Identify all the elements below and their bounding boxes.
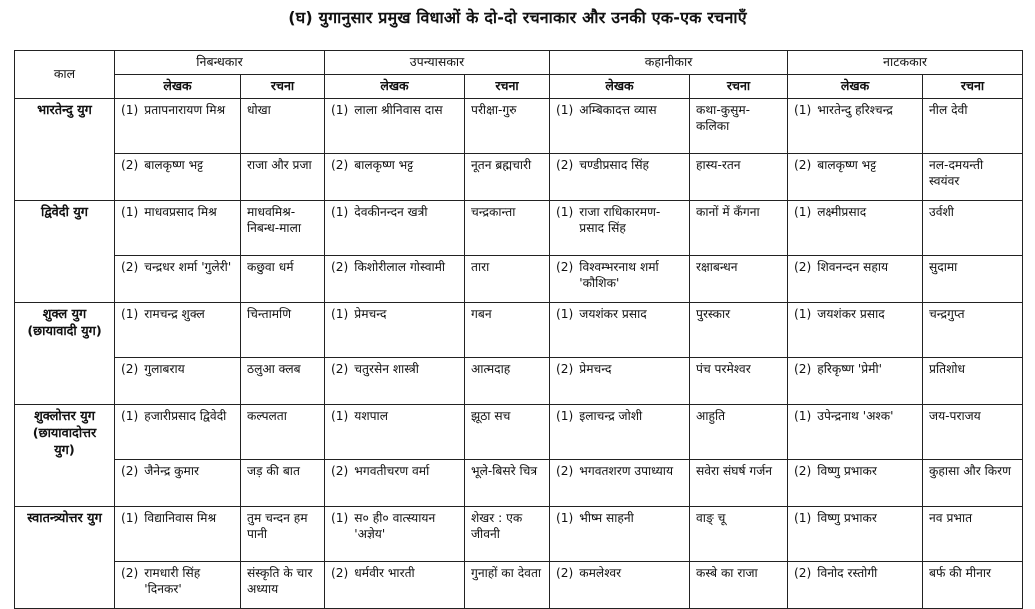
author-name: गुलाबराय: [144, 361, 185, 376]
author-entry: [331, 157, 458, 173]
work-cell: माधवमिश्र-निबन्ध-माला: [241, 200, 325, 255]
author-name: विश्वम्भरनाथ शर्मा 'कौशिक': [579, 259, 659, 291]
work-cell: चन्द्रगुप्त: [923, 302, 1023, 357]
work-cell: भूले-बिसरे चित्र: [465, 459, 550, 506]
entry-number: (1): [331, 204, 349, 219]
author-cell: [325, 561, 465, 608]
era-cell: शुक्ल युग (छायावादी युग): [15, 302, 115, 404]
entry-number: (2): [331, 259, 349, 274]
author-name: चण्डीप्रसाद सिंह: [579, 157, 650, 172]
author-cell: [788, 255, 923, 302]
author-entry: [556, 408, 683, 424]
header-work: रचना: [690, 74, 788, 98]
work-cell: कल्पलता: [241, 404, 325, 459]
entry-number: (1): [794, 204, 812, 219]
entry-number: (1): [556, 204, 574, 219]
work-cell: सुदामा: [923, 255, 1023, 302]
entry-number: (1): [121, 102, 139, 117]
header-novelists: उपन्यासकार: [325, 51, 550, 75]
author-entry: [794, 361, 916, 377]
entry-number: (1): [556, 408, 574, 423]
author-name: किशोरीलाल गोस्वामी: [354, 259, 446, 274]
work-cell: आहुति: [690, 404, 788, 459]
author-entry: [794, 306, 916, 322]
author-name: भगवतशरण उपाध्याय: [579, 463, 674, 478]
work-cell: प्रतिशोध: [923, 357, 1023, 404]
author-cell: [115, 255, 241, 302]
author-entry: [794, 510, 916, 526]
work-cell: तुम चन्दन हम पानी: [241, 506, 325, 561]
entry-number: (1): [331, 102, 349, 117]
header-author: लेखक: [550, 74, 690, 98]
author-cell: [788, 459, 923, 506]
author-entry: [556, 102, 683, 118]
author-entry: [121, 510, 234, 526]
work-cell: पुरस्कार: [690, 302, 788, 357]
header-work: रचना: [923, 74, 1023, 98]
table-row: [15, 98, 1023, 153]
work-cell: तारा: [465, 255, 550, 302]
author-cell: [550, 153, 690, 200]
author-cell: [550, 302, 690, 357]
work-cell: नल-दमयन्ती स्वयंवर: [923, 153, 1023, 200]
table-row: [15, 255, 1023, 302]
author-cell: [550, 200, 690, 255]
author-cell: [550, 459, 690, 506]
header-row-groups: [15, 51, 1023, 75]
author-entry: [121, 157, 234, 173]
author-entry: [331, 306, 458, 322]
header-author: लेखक: [325, 74, 465, 98]
author-name: रामधारी सिंह 'दिनकर': [144, 565, 201, 597]
author-entry: [121, 463, 234, 479]
author-name: जैनेन्द्र कुमार: [144, 463, 199, 478]
author-cell: [788, 561, 923, 608]
header-row-sub: [15, 74, 1023, 98]
entry-number: (2): [794, 361, 812, 376]
author-cell: [550, 98, 690, 153]
work-cell: कानों में कँगना: [690, 200, 788, 255]
author-name: भारतेन्दु हरिश्चन्द्र: [817, 102, 893, 117]
author-entry: [121, 306, 234, 322]
author-cell: [788, 200, 923, 255]
author-cell: [550, 357, 690, 404]
author-name: राजा राधिकारमण-प्रसाद सिंह: [579, 204, 661, 236]
author-cell: [788, 302, 923, 357]
era-cell: द्विवेदी युग: [15, 200, 115, 302]
work-cell: राजा और प्रजा: [241, 153, 325, 200]
work-cell: कछुवा धर्म: [241, 255, 325, 302]
work-cell: संस्कृति के चार अध्याय: [241, 561, 325, 608]
author-cell: [788, 404, 923, 459]
author-name: प्रेमचन्द: [354, 306, 387, 321]
era-cell: शुक्लोत्तर युग (छायावादोत्तर युग): [15, 404, 115, 506]
work-cell: आत्मदाह: [465, 357, 550, 404]
author-entry: [794, 463, 916, 479]
entry-number: (1): [556, 306, 574, 321]
author-cell: [325, 200, 465, 255]
header-author: लेखक: [115, 74, 241, 98]
author-cell: [115, 200, 241, 255]
header-essayists: निबन्धकार: [115, 51, 325, 75]
author-name: चन्द्रधर शर्मा 'गुलेरी': [144, 259, 232, 274]
author-cell: [115, 561, 241, 608]
author-cell: [550, 255, 690, 302]
author-cell: [325, 153, 465, 200]
author-entry: [121, 204, 234, 220]
entry-number: (2): [121, 259, 139, 274]
entry-number: (2): [331, 361, 349, 376]
header-author: लेखक: [788, 74, 923, 98]
author-entry: [121, 102, 234, 118]
work-cell: परीक्षा-गुरु: [465, 98, 550, 153]
author-cell: [325, 98, 465, 153]
author-name: जयशंकर प्रसाद: [579, 306, 647, 321]
author-entry: [556, 463, 683, 479]
author-entry: [794, 102, 916, 118]
work-cell: झूठा सच: [465, 404, 550, 459]
work-cell: जड़ की बात: [241, 459, 325, 506]
entry-number: (2): [331, 463, 349, 478]
author-entry: [556, 565, 683, 581]
author-name: बालकृष्ण भट्ट: [817, 157, 877, 172]
author-cell: [788, 98, 923, 153]
author-entry: [331, 102, 458, 118]
work-cell: चन्द्रकान्ता: [465, 200, 550, 255]
entry-number: (2): [121, 157, 139, 172]
entry-number: (1): [794, 408, 812, 423]
entry-number: (1): [331, 510, 349, 525]
entry-number: (1): [121, 204, 139, 219]
table-row: [15, 404, 1023, 459]
author-cell: [115, 506, 241, 561]
work-cell: जय-पराजय: [923, 404, 1023, 459]
author-entry: [556, 259, 683, 292]
author-name: विनोद रस्तोगी: [817, 565, 878, 580]
table-row: [15, 506, 1023, 561]
author-entry: [331, 565, 458, 581]
work-cell: नूतन ब्रह्मचारी: [465, 153, 550, 200]
entry-number: (2): [794, 463, 812, 478]
entry-number: (2): [794, 259, 812, 274]
work-cell: धोखा: [241, 98, 325, 153]
work-cell: हास्य-रतन: [690, 153, 788, 200]
entry-number: (1): [121, 510, 139, 525]
work-cell: सवेरा संघर्ष गर्जन: [690, 459, 788, 506]
entry-number: (1): [331, 408, 349, 423]
entry-number: (2): [556, 463, 574, 478]
author-entry: [331, 361, 458, 377]
author-name: अम्बिकादत्त व्यास: [579, 102, 657, 117]
author-entry: [794, 408, 916, 424]
author-cell: [115, 357, 241, 404]
author-name: यशपाल: [354, 408, 388, 423]
author-entry: [794, 204, 916, 220]
work-cell: पंच परमेश्वर: [690, 357, 788, 404]
entry-number: (1): [794, 306, 812, 321]
table-row: [15, 459, 1023, 506]
entry-number: (2): [121, 361, 139, 376]
work-cell: बर्फ की मीनार: [923, 561, 1023, 608]
era-cell: भारतेन्दु युग: [15, 98, 115, 200]
author-entry: [121, 565, 234, 598]
header-playwrights: नाटककार: [788, 51, 1023, 75]
entry-number: (1): [556, 510, 574, 525]
author-name: विष्णु प्रभाकर: [817, 463, 877, 478]
work-cell: गबन: [465, 302, 550, 357]
author-cell: [325, 357, 465, 404]
author-cell: [115, 98, 241, 153]
author-entry: [331, 259, 458, 275]
author-cell: [115, 404, 241, 459]
author-cell: [325, 404, 465, 459]
author-cell: [115, 459, 241, 506]
work-cell: कुहासा और किरण: [923, 459, 1023, 506]
work-cell: वाङ् चू: [690, 506, 788, 561]
author-name: विद्यानिवास मिश्र: [144, 510, 217, 525]
entry-number: (1): [331, 306, 349, 321]
author-cell: [788, 506, 923, 561]
author-entry: [794, 259, 916, 275]
author-name: भगवतीचरण वर्मा: [354, 463, 430, 478]
work-cell: कथा-कुसुम-कलिका: [690, 98, 788, 153]
entry-number: (2): [556, 157, 574, 172]
author-name: कमलेश्वर: [579, 565, 622, 580]
author-entry: [331, 510, 458, 543]
header-work: रचना: [241, 74, 325, 98]
entry-number: (2): [331, 565, 349, 580]
author-entry: [556, 361, 683, 377]
work-cell: शेखर : एक जीवनी: [465, 506, 550, 561]
author-entry: [331, 204, 458, 220]
era-cell: स्वातन्त्र्योत्तर युग: [15, 506, 115, 608]
author-name: रामचन्द्र शुक्ल: [144, 306, 205, 321]
author-cell: [550, 506, 690, 561]
author-name: स० ही० वात्स्यायन 'अज्ञेय': [354, 510, 436, 542]
author-cell: [325, 459, 465, 506]
author-cell: [550, 404, 690, 459]
author-name: इलाचन्द्र जोशी: [579, 408, 643, 423]
author-name: बालकृष्ण भट्ट: [354, 157, 414, 172]
author-entry: [121, 361, 234, 377]
entry-number: (2): [331, 157, 349, 172]
author-name: चतुरसेन शास्त्री: [354, 361, 419, 376]
author-name: प्रतापनारायण मिश्र: [144, 102, 226, 117]
work-cell: कस्बे का राजा: [690, 561, 788, 608]
entry-number: (2): [121, 463, 139, 478]
entry-number: (2): [121, 565, 139, 580]
work-cell: नव प्रभात: [923, 506, 1023, 561]
author-name: शिवनन्दन सहाय: [817, 259, 889, 274]
author-entry: [794, 565, 916, 581]
author-name: हरिकृष्ण 'प्रेमी': [817, 361, 882, 376]
author-entry: [556, 306, 683, 322]
author-name: देवकीनन्दन खत्री: [354, 204, 428, 219]
author-entry: [121, 408, 234, 424]
table-row: [15, 200, 1023, 255]
entry-number: (2): [556, 259, 574, 274]
author-entry: [794, 157, 916, 173]
author-name: भीष्म साहनी: [579, 510, 634, 525]
table-row: [15, 153, 1023, 200]
work-cell: चिन्तामणि: [241, 302, 325, 357]
entry-number: (1): [556, 102, 574, 117]
work-cell: नील देवी: [923, 98, 1023, 153]
page-title: (घ) युगानुसार प्रमुख विधाओं के दो-दो रचनाकार और उनकी एक-एक रचनाएँ: [288, 8, 747, 27]
table-body: [15, 98, 1023, 608]
author-name: माधवप्रसाद मिश्र: [144, 204, 217, 219]
author-name: धर्मवीर भारती: [354, 565, 415, 580]
entry-number: (2): [794, 157, 812, 172]
author-name: बालकृष्ण भट्ट: [144, 157, 204, 172]
author-cell: [115, 302, 241, 357]
author-cell: [115, 153, 241, 200]
table-row: [15, 302, 1023, 357]
table-row: [15, 561, 1023, 608]
author-cell: [788, 357, 923, 404]
author-name: लक्ष्मीप्रसाद: [817, 204, 867, 219]
entry-number: (2): [794, 565, 812, 580]
table-row: [15, 357, 1023, 404]
author-cell: [550, 561, 690, 608]
work-cell: उर्वशी: [923, 200, 1023, 255]
author-cell: [325, 506, 465, 561]
work-cell: रक्षाबन्धन: [690, 255, 788, 302]
author-entry: [556, 204, 683, 237]
author-entry: [331, 463, 458, 479]
entry-number: (1): [794, 510, 812, 525]
entry-number: (1): [121, 306, 139, 321]
author-name: विष्णु प्रभाकर: [817, 510, 877, 525]
author-entry: [331, 408, 458, 424]
author-name: लाला श्रीनिवास दास: [354, 102, 443, 117]
authors-table: [14, 50, 1023, 609]
header-story-writers: कहानीकार: [550, 51, 788, 75]
author-name: उपेन्द्रनाथ 'अश्क': [817, 408, 894, 423]
author-name: जयशंकर प्रसाद: [817, 306, 885, 321]
author-entry: [121, 259, 234, 275]
author-cell: [325, 255, 465, 302]
header-work: रचना: [465, 74, 550, 98]
author-cell: [788, 153, 923, 200]
author-entry: [556, 157, 683, 173]
work-cell: गुनाहों का देवता: [465, 561, 550, 608]
author-cell: [325, 302, 465, 357]
author-name: प्रेमचन्द: [579, 361, 612, 376]
author-entry: [556, 510, 683, 526]
entry-number: (2): [556, 565, 574, 580]
header-era: काल: [15, 51, 115, 99]
entry-number: (1): [794, 102, 812, 117]
author-name: हजारीप्रसाद द्विवेदी: [144, 408, 227, 423]
work-cell: ठलुआ क्लब: [241, 357, 325, 404]
entry-number: (2): [556, 361, 574, 376]
entry-number: (1): [121, 408, 139, 423]
